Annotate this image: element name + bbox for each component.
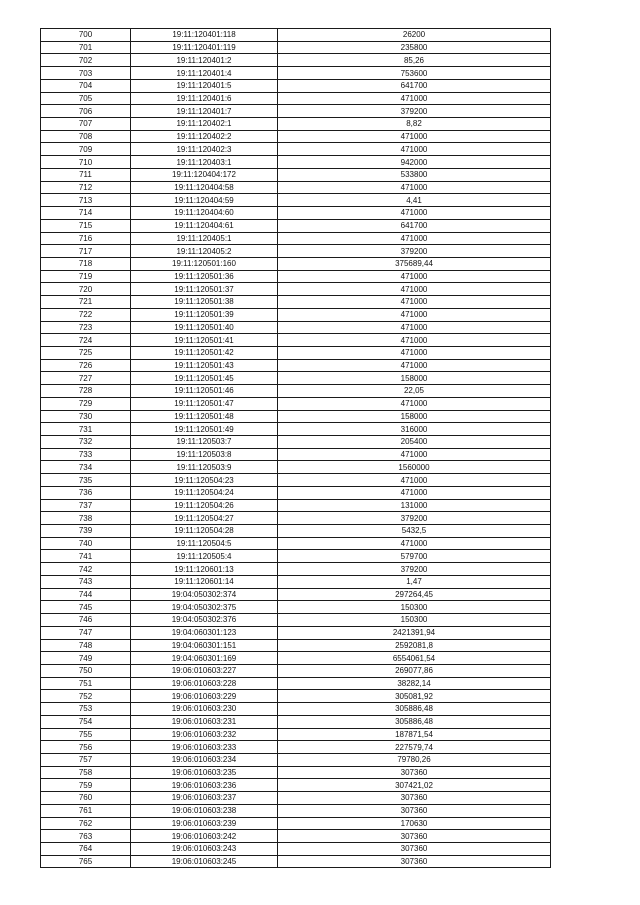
value-cell: 187871,54 bbox=[278, 728, 551, 741]
cadastral-number-cell: 19:11:120405:1 bbox=[131, 232, 278, 245]
cadastral-number-cell: 19:11:120402:1 bbox=[131, 118, 278, 131]
table-row bbox=[41, 690, 551, 703]
table-row bbox=[41, 830, 551, 843]
cadastral-number-cell: 19:06:010603:237 bbox=[131, 792, 278, 805]
table-row bbox=[41, 423, 551, 436]
row-number-cell: 750 bbox=[41, 664, 131, 677]
cadastral-number-cell: 19:11:120503:9 bbox=[131, 461, 278, 474]
row-number-cell: 712 bbox=[41, 181, 131, 194]
table-row bbox=[41, 626, 551, 639]
table-row bbox=[41, 130, 551, 143]
table-row bbox=[41, 550, 551, 563]
cadastral-number-cell: 19:11:120503:8 bbox=[131, 448, 278, 461]
cadastral-value-table bbox=[40, 28, 551, 868]
value-cell: 2592081,8 bbox=[278, 639, 551, 652]
value-cell: 471000 bbox=[278, 448, 551, 461]
row-number-cell: 719 bbox=[41, 270, 131, 283]
cadastral-number-cell: 19:04:060301:123 bbox=[131, 626, 278, 639]
row-number-cell: 733 bbox=[41, 448, 131, 461]
row-number-cell: 763 bbox=[41, 830, 131, 843]
value-cell: 307421,02 bbox=[278, 779, 551, 792]
value-cell: 471000 bbox=[278, 537, 551, 550]
cadastral-number-cell: 19:11:120501:36 bbox=[131, 270, 278, 283]
value-cell: 26200 bbox=[278, 29, 551, 42]
value-cell: 471000 bbox=[278, 283, 551, 296]
table-row bbox=[41, 219, 551, 232]
table-row bbox=[41, 664, 551, 677]
table-row bbox=[41, 346, 551, 359]
value-cell: 471000 bbox=[278, 308, 551, 321]
row-number-cell: 725 bbox=[41, 346, 131, 359]
table-row bbox=[41, 715, 551, 728]
value-cell: 205400 bbox=[278, 436, 551, 449]
cadastral-number-cell: 19:06:010603:231 bbox=[131, 715, 278, 728]
value-cell: 305886,48 bbox=[278, 703, 551, 716]
table-row bbox=[41, 703, 551, 716]
cadastral-number-cell: 19:11:120504:5 bbox=[131, 537, 278, 550]
table-row bbox=[41, 156, 551, 169]
row-number-cell: 738 bbox=[41, 512, 131, 525]
row-number-cell: 757 bbox=[41, 753, 131, 766]
row-number-cell: 711 bbox=[41, 168, 131, 181]
row-number-cell: 720 bbox=[41, 283, 131, 296]
value-cell: 375689,44 bbox=[278, 257, 551, 270]
row-number-cell: 756 bbox=[41, 741, 131, 754]
cadastral-number-cell: 19:06:010603:234 bbox=[131, 753, 278, 766]
cadastral-number-cell: 19:11:120401:7 bbox=[131, 105, 278, 118]
table-row bbox=[41, 385, 551, 398]
table-row bbox=[41, 486, 551, 499]
row-number-cell: 751 bbox=[41, 677, 131, 690]
value-cell: 5432,5 bbox=[278, 525, 551, 538]
table-row bbox=[41, 334, 551, 347]
row-number-cell: 744 bbox=[41, 588, 131, 601]
table-row bbox=[41, 753, 551, 766]
cadastral-number-cell: 19:11:120501:38 bbox=[131, 296, 278, 309]
value-cell: 379200 bbox=[278, 105, 551, 118]
row-number-cell: 713 bbox=[41, 194, 131, 207]
value-cell: 579700 bbox=[278, 550, 551, 563]
row-number-cell: 716 bbox=[41, 232, 131, 245]
row-number-cell: 710 bbox=[41, 156, 131, 169]
table-row bbox=[41, 728, 551, 741]
cadastral-number-cell: 19:11:120501:45 bbox=[131, 372, 278, 385]
table-row bbox=[41, 232, 551, 245]
cadastral-number-cell: 19:11:120501:42 bbox=[131, 346, 278, 359]
cadastral-number-cell: 19:06:010603:239 bbox=[131, 817, 278, 830]
table-row bbox=[41, 321, 551, 334]
value-cell: 316000 bbox=[278, 423, 551, 436]
cadastral-number-cell: 19:11:120504:28 bbox=[131, 525, 278, 538]
table-row bbox=[41, 652, 551, 665]
table-row bbox=[41, 512, 551, 525]
row-number-cell: 747 bbox=[41, 626, 131, 639]
row-number-cell: 735 bbox=[41, 474, 131, 487]
cadastral-number-cell: 19:06:010603:232 bbox=[131, 728, 278, 741]
value-cell: 533800 bbox=[278, 168, 551, 181]
table-row bbox=[41, 257, 551, 270]
cadastral-number-cell: 19:11:120401:6 bbox=[131, 92, 278, 105]
value-cell: 150300 bbox=[278, 614, 551, 627]
row-number-cell: 729 bbox=[41, 397, 131, 410]
cadastral-number-cell: 19:11:120403:1 bbox=[131, 156, 278, 169]
cadastral-number-cell: 19:11:120501:47 bbox=[131, 397, 278, 410]
value-cell: 297264,45 bbox=[278, 588, 551, 601]
row-number-cell: 740 bbox=[41, 537, 131, 550]
table-row bbox=[41, 575, 551, 588]
value-cell: 307360 bbox=[278, 830, 551, 843]
table-row bbox=[41, 499, 551, 512]
cadastral-number-cell: 19:11:120401:119 bbox=[131, 41, 278, 54]
cadastral-number-cell: 19:06:010603:228 bbox=[131, 677, 278, 690]
row-number-cell: 702 bbox=[41, 54, 131, 67]
row-number-cell: 748 bbox=[41, 639, 131, 652]
row-number-cell: 727 bbox=[41, 372, 131, 385]
value-cell: 79780,26 bbox=[278, 753, 551, 766]
table-row bbox=[41, 855, 551, 868]
table-row bbox=[41, 614, 551, 627]
table-row bbox=[41, 601, 551, 614]
table-row bbox=[41, 67, 551, 80]
row-number-cell: 708 bbox=[41, 130, 131, 143]
cadastral-number-cell: 19:06:010603:235 bbox=[131, 766, 278, 779]
table-row bbox=[41, 779, 551, 792]
value-cell: 641700 bbox=[278, 219, 551, 232]
row-number-cell: 746 bbox=[41, 614, 131, 627]
row-number-cell: 731 bbox=[41, 423, 131, 436]
table-row bbox=[41, 372, 551, 385]
cadastral-number-cell: 19:06:010603:230 bbox=[131, 703, 278, 716]
table-row bbox=[41, 41, 551, 54]
row-number-cell: 724 bbox=[41, 334, 131, 347]
row-number-cell: 736 bbox=[41, 486, 131, 499]
value-cell: 158000 bbox=[278, 372, 551, 385]
table-row bbox=[41, 792, 551, 805]
cadastral-number-cell: 19:11:120501:40 bbox=[131, 321, 278, 334]
cadastral-number-cell: 19:11:120404:172 bbox=[131, 168, 278, 181]
row-number-cell: 743 bbox=[41, 575, 131, 588]
value-cell: 305886,48 bbox=[278, 715, 551, 728]
cadastral-number-cell: 19:11:120501:49 bbox=[131, 423, 278, 436]
value-cell: 471000 bbox=[278, 143, 551, 156]
value-cell: 471000 bbox=[278, 359, 551, 372]
table-row bbox=[41, 245, 551, 258]
value-cell: 471000 bbox=[278, 486, 551, 499]
row-number-cell: 703 bbox=[41, 67, 131, 80]
cadastral-number-cell: 19:06:010603:242 bbox=[131, 830, 278, 843]
cadastral-number-cell: 19:11:120601:13 bbox=[131, 563, 278, 576]
value-cell: 8,82 bbox=[278, 118, 551, 131]
value-cell: 471000 bbox=[278, 296, 551, 309]
row-number-cell: 758 bbox=[41, 766, 131, 779]
row-number-cell: 761 bbox=[41, 804, 131, 817]
row-number-cell: 700 bbox=[41, 29, 131, 42]
row-number-cell: 704 bbox=[41, 79, 131, 92]
row-number-cell: 732 bbox=[41, 436, 131, 449]
cadastral-number-cell: 19:04:050302:374 bbox=[131, 588, 278, 601]
row-number-cell: 742 bbox=[41, 563, 131, 576]
cadastral-number-cell: 19:11:120404:60 bbox=[131, 207, 278, 220]
table-row bbox=[41, 525, 551, 538]
value-cell: 235800 bbox=[278, 41, 551, 54]
cadastral-number-cell: 19:11:120504:23 bbox=[131, 474, 278, 487]
cadastral-number-cell: 19:11:120401:2 bbox=[131, 54, 278, 67]
row-number-cell: 701 bbox=[41, 41, 131, 54]
value-cell: 471000 bbox=[278, 207, 551, 220]
table-row bbox=[41, 283, 551, 296]
cadastral-number-cell: 19:11:120501:160 bbox=[131, 257, 278, 270]
value-cell: 471000 bbox=[278, 474, 551, 487]
row-number-cell: 739 bbox=[41, 525, 131, 538]
cadastral-number-cell: 19:11:120601:14 bbox=[131, 575, 278, 588]
cadastral-number-cell: 19:06:010603:245 bbox=[131, 855, 278, 868]
cadastral-number-cell: 19:04:050302:375 bbox=[131, 601, 278, 614]
value-cell: 307360 bbox=[278, 843, 551, 856]
cadastral-number-cell: 19:11:120401:118 bbox=[131, 29, 278, 42]
row-number-cell: 714 bbox=[41, 207, 131, 220]
table-row bbox=[41, 843, 551, 856]
value-cell: 269077,86 bbox=[278, 664, 551, 677]
table-row bbox=[41, 436, 551, 449]
cadastral-number-cell: 19:11:120401:5 bbox=[131, 79, 278, 92]
value-cell: 227579,74 bbox=[278, 741, 551, 754]
table-row bbox=[41, 118, 551, 131]
table-row bbox=[41, 359, 551, 372]
table-row bbox=[41, 92, 551, 105]
value-cell: 471000 bbox=[278, 92, 551, 105]
row-number-cell: 730 bbox=[41, 410, 131, 423]
row-number-cell: 706 bbox=[41, 105, 131, 118]
row-number-cell: 707 bbox=[41, 118, 131, 131]
value-cell: 150300 bbox=[278, 601, 551, 614]
row-number-cell: 717 bbox=[41, 245, 131, 258]
table-row bbox=[41, 308, 551, 321]
table-row bbox=[41, 296, 551, 309]
table-row bbox=[41, 79, 551, 92]
row-number-cell: 721 bbox=[41, 296, 131, 309]
value-cell: 471000 bbox=[278, 397, 551, 410]
row-number-cell: 723 bbox=[41, 321, 131, 334]
value-cell: 471000 bbox=[278, 346, 551, 359]
table-row bbox=[41, 766, 551, 779]
row-number-cell: 705 bbox=[41, 92, 131, 105]
cadastral-number-cell: 19:11:120504:24 bbox=[131, 486, 278, 499]
cadastral-number-cell: 19:11:120503:7 bbox=[131, 436, 278, 449]
table-row bbox=[41, 474, 551, 487]
table-row bbox=[41, 639, 551, 652]
value-cell: 22,05 bbox=[278, 385, 551, 398]
table-row bbox=[41, 817, 551, 830]
cadastral-number-cell: 19:06:010603:236 bbox=[131, 779, 278, 792]
cadastral-number-cell: 19:06:010603:238 bbox=[131, 804, 278, 817]
table-row bbox=[41, 105, 551, 118]
value-cell: 471000 bbox=[278, 321, 551, 334]
value-cell: 379200 bbox=[278, 512, 551, 525]
value-cell: 1560000 bbox=[278, 461, 551, 474]
value-cell: 6554061,54 bbox=[278, 652, 551, 665]
value-cell: 307360 bbox=[278, 804, 551, 817]
table-row bbox=[41, 677, 551, 690]
cadastral-number-cell: 19:11:120501:46 bbox=[131, 385, 278, 398]
row-number-cell: 737 bbox=[41, 499, 131, 512]
value-cell: 471000 bbox=[278, 232, 551, 245]
row-number-cell: 752 bbox=[41, 690, 131, 703]
row-number-cell: 764 bbox=[41, 843, 131, 856]
table-row bbox=[41, 461, 551, 474]
row-number-cell: 715 bbox=[41, 219, 131, 232]
value-cell: 753600 bbox=[278, 67, 551, 80]
table-row bbox=[41, 270, 551, 283]
table-row bbox=[41, 194, 551, 207]
value-cell: 307360 bbox=[278, 792, 551, 805]
value-cell: 170630 bbox=[278, 817, 551, 830]
value-cell: 85,26 bbox=[278, 54, 551, 67]
value-cell: 471000 bbox=[278, 270, 551, 283]
value-cell: 1,47 bbox=[278, 575, 551, 588]
row-number-cell: 753 bbox=[41, 703, 131, 716]
cadastral-number-cell: 19:11:120402:2 bbox=[131, 130, 278, 143]
value-cell: 2421391,94 bbox=[278, 626, 551, 639]
value-cell: 471000 bbox=[278, 130, 551, 143]
cadastral-number-cell: 19:11:120401:4 bbox=[131, 67, 278, 80]
cadastral-number-cell: 19:11:120402:3 bbox=[131, 143, 278, 156]
table-row bbox=[41, 563, 551, 576]
value-cell: 942000 bbox=[278, 156, 551, 169]
cadastral-number-cell: 19:11:120504:27 bbox=[131, 512, 278, 525]
value-cell: 307360 bbox=[278, 766, 551, 779]
value-cell: 307360 bbox=[278, 855, 551, 868]
row-number-cell: 734 bbox=[41, 461, 131, 474]
row-number-cell: 754 bbox=[41, 715, 131, 728]
table-row bbox=[41, 54, 551, 67]
table-row bbox=[41, 168, 551, 181]
cadastral-number-cell: 19:11:120404:59 bbox=[131, 194, 278, 207]
row-number-cell: 755 bbox=[41, 728, 131, 741]
table-row bbox=[41, 143, 551, 156]
row-number-cell: 759 bbox=[41, 779, 131, 792]
table-row bbox=[41, 181, 551, 194]
row-number-cell: 722 bbox=[41, 308, 131, 321]
value-cell: 379200 bbox=[278, 245, 551, 258]
table-row bbox=[41, 741, 551, 754]
cadastral-number-cell: 19:11:120501:41 bbox=[131, 334, 278, 347]
value-cell: 158000 bbox=[278, 410, 551, 423]
cadastral-number-cell: 19:11:120505:4 bbox=[131, 550, 278, 563]
table-row bbox=[41, 588, 551, 601]
row-number-cell: 718 bbox=[41, 257, 131, 270]
value-cell: 471000 bbox=[278, 334, 551, 347]
cadastral-number-cell: 19:04:050302:376 bbox=[131, 614, 278, 627]
value-cell: 4,41 bbox=[278, 194, 551, 207]
table-row bbox=[41, 537, 551, 550]
cadastral-number-cell: 19:11:120504:26 bbox=[131, 499, 278, 512]
cadastral-number-cell: 19:11:120404:58 bbox=[131, 181, 278, 194]
row-number-cell: 762 bbox=[41, 817, 131, 830]
row-number-cell: 726 bbox=[41, 359, 131, 372]
table-row bbox=[41, 29, 551, 42]
cadastral-number-cell: 19:11:120501:48 bbox=[131, 410, 278, 423]
table-body bbox=[41, 29, 551, 868]
table-row bbox=[41, 207, 551, 220]
cadastral-number-cell: 19:04:060301:169 bbox=[131, 652, 278, 665]
value-cell: 305081,92 bbox=[278, 690, 551, 703]
value-cell: 131000 bbox=[278, 499, 551, 512]
row-number-cell: 709 bbox=[41, 143, 131, 156]
cadastral-number-cell: 19:11:120405:2 bbox=[131, 245, 278, 258]
cadastral-number-cell: 19:06:010603:229 bbox=[131, 690, 278, 703]
value-cell: 641700 bbox=[278, 79, 551, 92]
row-number-cell: 765 bbox=[41, 855, 131, 868]
cadastral-number-cell: 19:11:120501:43 bbox=[131, 359, 278, 372]
cadastral-number-cell: 19:04:060301:151 bbox=[131, 639, 278, 652]
table-row bbox=[41, 397, 551, 410]
cadastral-number-cell: 19:11:120404:61 bbox=[131, 219, 278, 232]
row-number-cell: 728 bbox=[41, 385, 131, 398]
row-number-cell: 745 bbox=[41, 601, 131, 614]
cadastral-number-cell: 19:06:010603:243 bbox=[131, 843, 278, 856]
cadastral-number-cell: 19:11:120501:37 bbox=[131, 283, 278, 296]
cadastral-number-cell: 19:06:010603:233 bbox=[131, 741, 278, 754]
table-row bbox=[41, 448, 551, 461]
row-number-cell: 760 bbox=[41, 792, 131, 805]
table-row bbox=[41, 804, 551, 817]
cadastral-number-cell: 19:06:010603:227 bbox=[131, 664, 278, 677]
row-number-cell: 741 bbox=[41, 550, 131, 563]
value-cell: 38282,14 bbox=[278, 677, 551, 690]
row-number-cell: 749 bbox=[41, 652, 131, 665]
table-row bbox=[41, 410, 551, 423]
cadastral-number-cell: 19:11:120501:39 bbox=[131, 308, 278, 321]
value-cell: 471000 bbox=[278, 181, 551, 194]
value-cell: 379200 bbox=[278, 563, 551, 576]
